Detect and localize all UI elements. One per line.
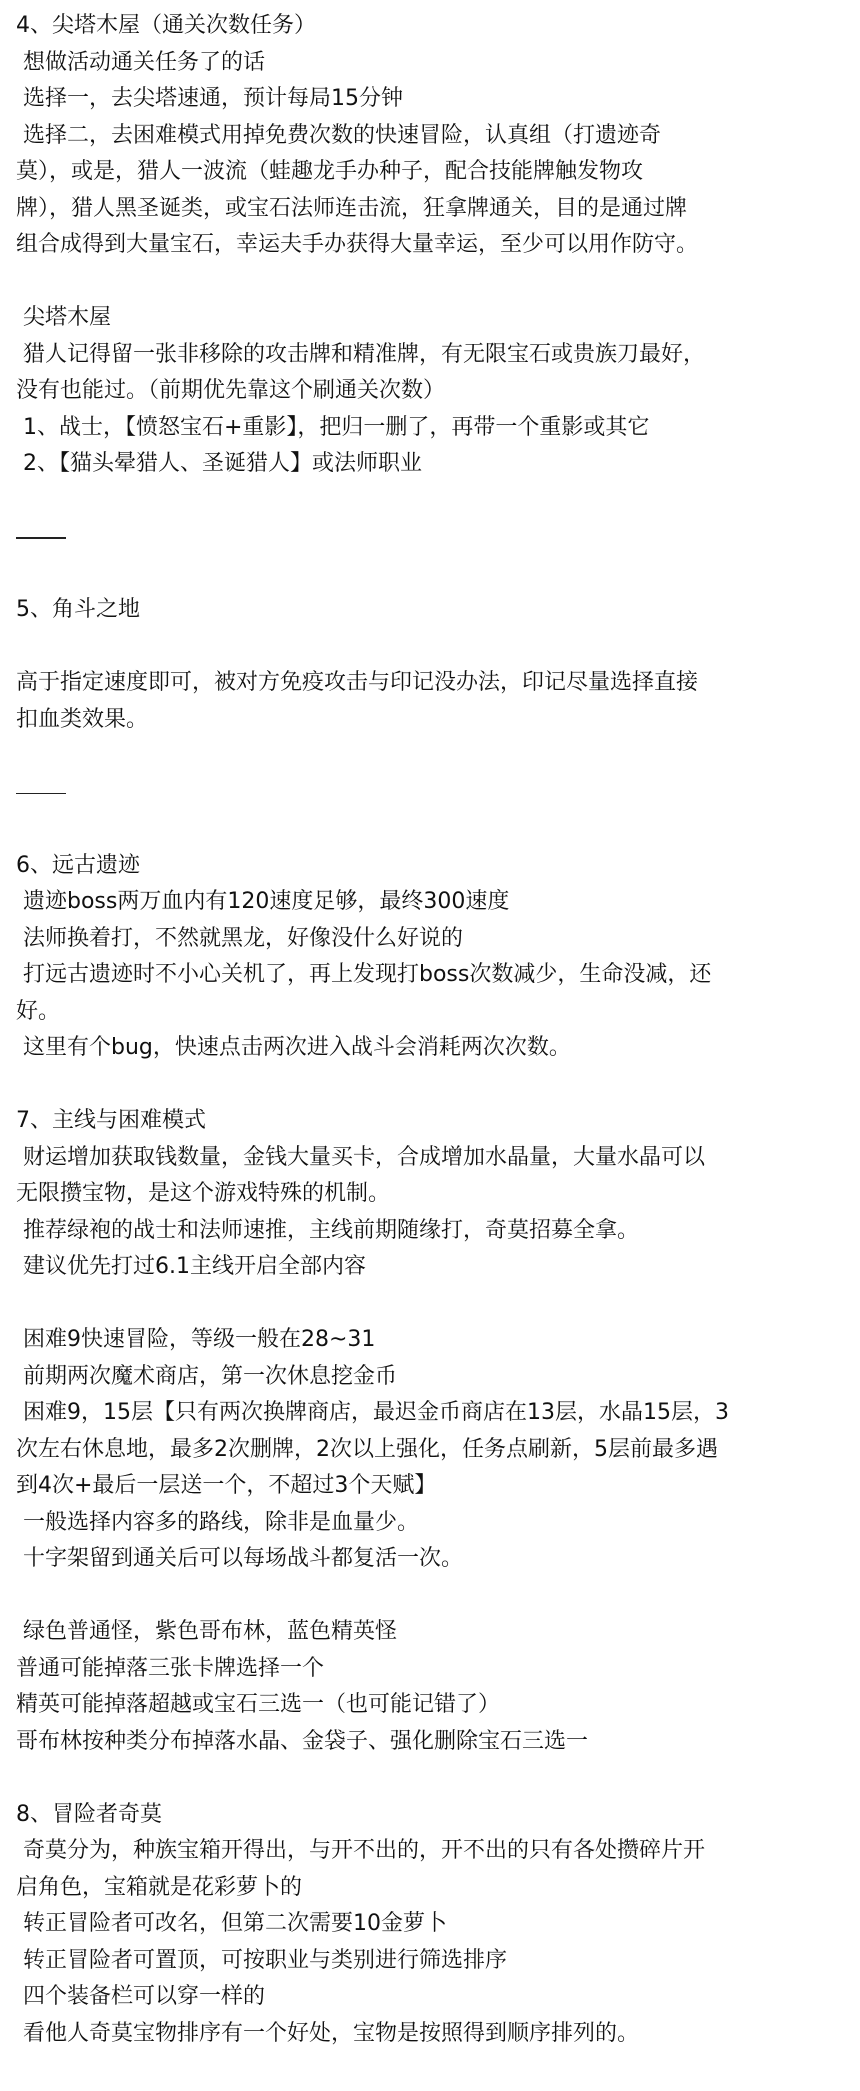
text-line: 1、战士，【愤怒宝石+重影】，把归一删了，再带一个重影或其它: [16, 414, 650, 440]
blank-line: [16, 1760, 842, 1797]
text-line: 打远古遗迹时不小心关机了，再上发现打boss次数减少，生命没减，还: [16, 962, 712, 987]
text-line: 转正冒险者可置顶，可按职业与类别进行筛选排序: [16, 1947, 507, 1973]
text-line: 一般选择内容多的路线，除非是血量少。: [16, 1509, 419, 1535]
text-line: 哥布林按种类分布掉落水晶、金袋子、强化删除宝石三选一: [16, 1728, 589, 1754]
divider-dash: [16, 793, 66, 795]
text-line: 困难9，15层【只有两次换牌商店，最迟金币商店在13层，水晶15层，3: [16, 1400, 729, 1425]
text-line: 奇莫分为，种族宝箱开得出，与开不出的，开不出的只有各处攒碎片开: [16, 1838, 705, 1863]
text-line: 十字架留到通关后可以每场战斗都复活一次。: [16, 1546, 463, 1571]
text-line: 看他人奇莫宝物排序有一个好处，宝物是按照得到顺序排列的。: [16, 2020, 639, 2046]
text-line: 四个装备栏可以穿一样的: [16, 1984, 265, 2009]
text-line: 好。: [16, 998, 61, 1024]
text-line: 牌），猎人黑圣诞类，或宝石法师连击流，狂拿牌通关，目的是通过牌: [16, 195, 688, 221]
text-line: 没有也能过。（前期优先靠这个刷通关次数）: [16, 378, 446, 403]
blank-line: [16, 1578, 842, 1615]
text-line: 遗迹boss两万血内有120速度足够，最终300速度: [16, 889, 510, 914]
text-line: 精英可能掉落超越或宝石三选一（也可能记错了）: [16, 1692, 501, 1717]
text-line: 尖塔木屋: [16, 305, 111, 330]
text-line: 次左右休息地，最多2次删牌，2次以上强化，任务点刷新，5层前最多遇: [16, 1436, 718, 1462]
text-line: 普通可能掉落三张卡牌选择一个: [16, 1655, 325, 1681]
text-line: 扣血类效果。: [16, 706, 149, 732]
blank-line: [16, 811, 842, 848]
text-line: 到4次+最后一层送一个，不超过3个天赋】: [16, 1473, 437, 1498]
text-line: 绿色普通怪，紫色哥布林，蓝色精英怪: [16, 1619, 397, 1644]
text-line: 转正冒险者可改名，但第二次需要10金萝卜: [16, 1911, 447, 1936]
section-heading: 6、远古遗迹: [16, 852, 140, 878]
text-line: 选择二，去困难模式用掉免费次数的快速冒险，认真组（打遗迹奇: [16, 122, 661, 148]
text-line: 选择一，去尖塔速通，预计每局15分钟: [16, 86, 403, 111]
text-line: 无限攒宝物，是这个游戏特殊的机制。: [16, 1181, 391, 1206]
divider-dash: [16, 537, 66, 539]
section-divider: [16, 519, 842, 556]
text-line: 想做活动通关任务了的话: [16, 49, 265, 75]
blank-line: [16, 1286, 842, 1323]
blank-line: [16, 738, 842, 775]
text-line: 前期两次魔术商店，第一次休息挖金币: [16, 1363, 397, 1389]
text-line: 高于指定速度即可，被对方免疫攻击与印记没办法，印记尽量选择直接: [16, 670, 699, 695]
blank-line: [16, 483, 842, 520]
text-line: 建议优先打过6.1主线开启全部内容: [16, 1254, 366, 1279]
text-line: 财运增加获取钱数量，金钱大量买卡，合成增加水晶量，大量水晶可以: [16, 1144, 705, 1170]
section-divider: [16, 775, 842, 812]
blank-line: [16, 264, 842, 301]
text-line: 这里有个bug，快速点击两次进入战斗会消耗两次次数。: [16, 1035, 571, 1060]
text-line: 启角色，宝箱就是花彩萝卜的: [16, 1874, 303, 1900]
section-heading: 4、尖塔木屋（通关次数任务）: [16, 13, 316, 38]
text-line: 猎人记得留一张非移除的攻击牌和精准牌，有无限宝石或贵族刀最好，: [16, 341, 705, 367]
blank-line: [16, 556, 842, 593]
blank-line: [16, 629, 842, 666]
blank-line: [16, 1067, 842, 1104]
text-line: 2、【猫头晕猎人、圣诞猎人】或法师职业: [16, 451, 422, 476]
text-line: 困难9快速冒险，等级一般在28~31: [16, 1327, 376, 1352]
text-line: 推荐绿袍的战士和法师速推，主线前期随缘打，奇莫招募全拿。: [16, 1217, 639, 1243]
text-line: 莫），或是，猎人一波流（蛙趣龙手办种子，配合技能牌触发物攻: [16, 159, 644, 184]
text-line: 组合成得到大量宝石，幸运夫手办获得大量幸运，至少可以用作防守。: [16, 232, 699, 257]
text-line: 法师换着打，不然就黑龙，好像没什么好说的: [16, 925, 463, 951]
section-heading: 5、角斗之地: [16, 597, 140, 622]
section-heading: 8、冒险者奇莫: [16, 1801, 162, 1827]
section-heading: 7、主线与困难模式: [16, 1108, 206, 1133]
